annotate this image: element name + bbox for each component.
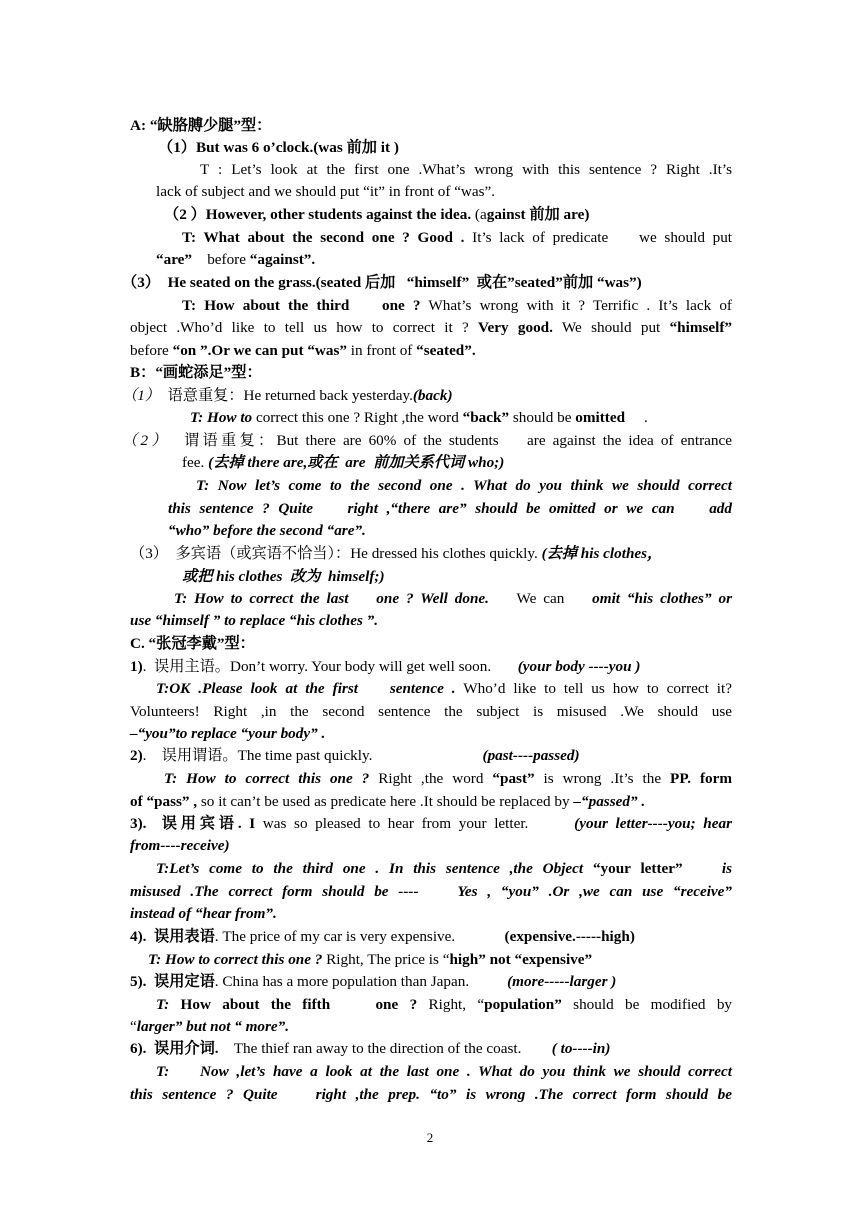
text-run: “himself” xyxy=(669,319,732,336)
text-run: correct this one ? Right ,the word xyxy=(252,409,463,426)
text-run: 2) xyxy=(130,747,143,764)
text-line xyxy=(156,678,732,701)
text-run: “are” xyxy=(156,251,192,268)
text-run: this sentence ? Quite right ,“there are” should be omitted or we can add xyxy=(168,500,732,517)
text-line xyxy=(156,858,732,881)
text-line xyxy=(130,723,732,746)
text-line xyxy=(122,430,732,453)
text-run: omit “his clothes” or xyxy=(592,590,732,607)
text-line xyxy=(164,204,732,227)
text-run: was so pleased to hear from your letter. xyxy=(255,815,575,832)
text-line xyxy=(158,137,732,160)
text-run: “back” xyxy=(462,409,510,426)
text-run: The thief ran away to the direction of the coast. xyxy=(218,1040,552,1057)
text-run: (past----passed) xyxy=(482,747,580,764)
text-run: omitted xyxy=(575,409,626,426)
text-run: T: How about the third one ? xyxy=(182,297,421,314)
text-line xyxy=(130,610,732,633)
text-run: (your letter----you; hear xyxy=(574,815,733,832)
text-run: should be xyxy=(509,409,576,426)
text-run: high” not “expensive” xyxy=(449,951,593,968)
text-line xyxy=(130,881,732,904)
text-run: (去掉 his clothes， xyxy=(541,545,663,562)
text-run: （3） He seated on the grass.(seated 后加 “himself” 或在”seated”前加 “was”) xyxy=(122,274,642,291)
text-run: （1） xyxy=(122,387,160,404)
text-run: so it can’t be used as predicate here .It should be replaced by xyxy=(197,793,574,810)
text-run: T: What about the second one ? Good . xyxy=(182,229,465,246)
text-run: Right, “ xyxy=(417,996,485,1013)
text-run: . 误用谓语。The time past quickly. xyxy=(142,747,483,764)
text-run: in front of xyxy=(346,342,417,359)
text-run: (back) xyxy=(412,387,453,404)
text-run: T: How to correct this one ? xyxy=(164,770,370,787)
text-line xyxy=(164,768,732,791)
text-line xyxy=(182,452,732,475)
text-run: 4). 误用表语 xyxy=(130,928,215,945)
text-line xyxy=(130,340,732,363)
text-run: T:OK .Please look at the first sentence . xyxy=(156,680,456,697)
text-run: (more-----larger ) xyxy=(507,973,617,990)
text-run: “past” xyxy=(492,770,535,787)
text-line xyxy=(130,1016,732,1039)
text-run: （2） xyxy=(122,432,170,449)
text-run: 谓语重复：But there are 60% of the students are against the idea of entrance xyxy=(169,432,732,449)
text-line xyxy=(130,115,732,138)
text-line xyxy=(156,249,732,272)
text-run: 3). 误用宾语. I xyxy=(130,815,256,832)
text-run: We should put xyxy=(552,319,670,336)
text-run: T : Let’s look at the first one .What’s wrong with this sentence ? Right .It’s xyxy=(200,161,732,178)
text-run: is xyxy=(682,860,732,877)
text-line xyxy=(130,1038,732,1061)
text-line xyxy=(130,1084,732,1107)
text-run: lack of subject and we should put “it” in front of “was”. xyxy=(156,183,496,200)
text-line xyxy=(130,362,732,385)
text-line xyxy=(130,656,732,679)
text-run: larger” but not “ more”. xyxy=(136,1018,290,1035)
text-run: before xyxy=(192,251,250,268)
text-line xyxy=(196,475,732,498)
text-line xyxy=(148,949,732,972)
text-run: （3） 多宾语（或宾语不恰当）：He dressed his clothes quickly. xyxy=(130,545,542,562)
text-run: B：“画蛇添足”型： xyxy=(130,364,262,381)
text-line xyxy=(182,566,732,589)
text-run: “on ”.Or we can put “was” xyxy=(172,342,347,359)
text-line xyxy=(130,813,732,836)
text-run: T: Now ,let’s have a look at the last one . What do you think we should correct xyxy=(156,1063,732,1080)
text-run: population” xyxy=(484,996,562,1013)
text-run: （1）But was 6 o’clock.(was 前加 it ) xyxy=(158,139,399,156)
text-run: (your body ----you ) xyxy=(517,658,641,675)
text-line xyxy=(130,903,732,926)
text-line xyxy=(182,227,732,250)
text-run: of “pass” , xyxy=(130,793,198,810)
text-run: Very good. xyxy=(477,319,553,336)
text-run: C. “张冠李戴”型： xyxy=(130,635,255,652)
text-run: 1) xyxy=(130,658,143,675)
text-run: this sentence ? Quite right ,the prep. “to” is wrong .The correct form should be xyxy=(130,1086,732,1103)
text-run: from----receive) xyxy=(130,837,230,854)
text-line xyxy=(130,791,732,814)
text-line xyxy=(174,588,732,611)
text-run: (去掉 there are,或在 are 前加关系代词 who;) xyxy=(208,454,505,471)
text-run: is wrong .It’s the xyxy=(534,770,671,787)
text-run: Volunteers! Right ,in the second sentence the subject is misused .We should use xyxy=(130,703,732,720)
text-run: gainst 前加 are) xyxy=(486,206,590,223)
text-run: (expensive.-----high) xyxy=(504,928,635,945)
text-line xyxy=(130,835,732,858)
text-run: ( to----in) xyxy=(551,1040,611,1057)
text-run: –“you”to replace “your body” . xyxy=(130,725,326,742)
text-run: How about the fifth one ? xyxy=(169,996,418,1013)
text-run: 6). 误用介词. xyxy=(130,1040,219,1057)
text-line xyxy=(200,159,732,182)
text-run: 语意重复：He returned back yesterday. xyxy=(159,387,413,404)
text-line xyxy=(130,701,732,724)
text-line xyxy=(130,633,732,656)
text-run: T: xyxy=(156,996,170,1013)
text-run: (a xyxy=(471,206,487,223)
text-run: . China has a more population than Japan. xyxy=(214,973,508,990)
text-run: misused .The correct form should be ---- Yes , “you” .Or ,we can use “receive” xyxy=(130,883,732,900)
text-run: T: How to xyxy=(190,409,253,426)
text-run: 或把 his clothes 改为 himself;) xyxy=(182,568,385,585)
text-run: T: How to correct the last one ? Well done. xyxy=(174,590,489,607)
text-run: fee. xyxy=(182,454,209,471)
text-run: “against”. xyxy=(249,251,316,268)
text-run: should be modified by xyxy=(561,996,733,1013)
text-run: A: “缺胳膊少腿”型： xyxy=(130,117,272,134)
text-run: object .Who’d like to tell us how to correct it ? xyxy=(130,319,478,336)
text-run: We can xyxy=(488,590,593,607)
text-run: T: Now let’s come to the second one . What do you think we should correct xyxy=(196,477,732,494)
page-number: 2 xyxy=(426,1130,434,1145)
text-run: before xyxy=(130,342,173,359)
text-run: . 误用主语。Don’t worry. Your body will get well soon. xyxy=(142,658,518,675)
text-line xyxy=(130,317,732,340)
text-line xyxy=(168,520,732,543)
text-line xyxy=(130,926,732,949)
text-run: . xyxy=(625,409,648,426)
text-run: . The price of my car is very expensive. xyxy=(214,928,505,945)
text-line xyxy=(182,295,732,318)
text-run: –“passed” . xyxy=(573,793,646,810)
text-run: use “himself ” to replace “his clothes ”. xyxy=(130,612,379,629)
text-line xyxy=(168,498,732,521)
text-line xyxy=(156,181,732,204)
text-run: “seated”. xyxy=(416,342,476,359)
text-run: “who” before the second “are”. xyxy=(168,522,366,539)
text-run: T: How to correct this one ? xyxy=(148,951,323,968)
text-run: T:Let’s come to the third one . In this sentence ,the Object xyxy=(156,860,593,877)
text-run: “ xyxy=(130,1018,137,1035)
text-run: （2 ）However, other students against the idea. xyxy=(164,206,472,223)
text-run: It’s lack of predicate we should put xyxy=(464,229,733,246)
text-line xyxy=(130,745,732,768)
text-run: PP. form xyxy=(670,770,732,787)
text-line xyxy=(122,385,732,408)
text-line xyxy=(122,272,732,295)
text-run: Who’d like to tell us how to correct it? xyxy=(455,680,732,697)
text-run: What’s wrong with it ? Terrific . It’s lack of xyxy=(420,297,732,314)
text-line xyxy=(190,407,732,430)
text-line xyxy=(130,543,732,566)
text-run: Right ,the word xyxy=(369,770,493,787)
text-line xyxy=(156,994,732,1017)
text-run: “your letter” xyxy=(592,860,683,877)
text-line xyxy=(130,971,732,994)
text-line xyxy=(156,1061,732,1084)
text-run: Right, The price is “ xyxy=(322,951,450,968)
text-run: 5). 误用定语 xyxy=(130,973,215,990)
text-run: instead of “hear from”. xyxy=(130,905,277,922)
